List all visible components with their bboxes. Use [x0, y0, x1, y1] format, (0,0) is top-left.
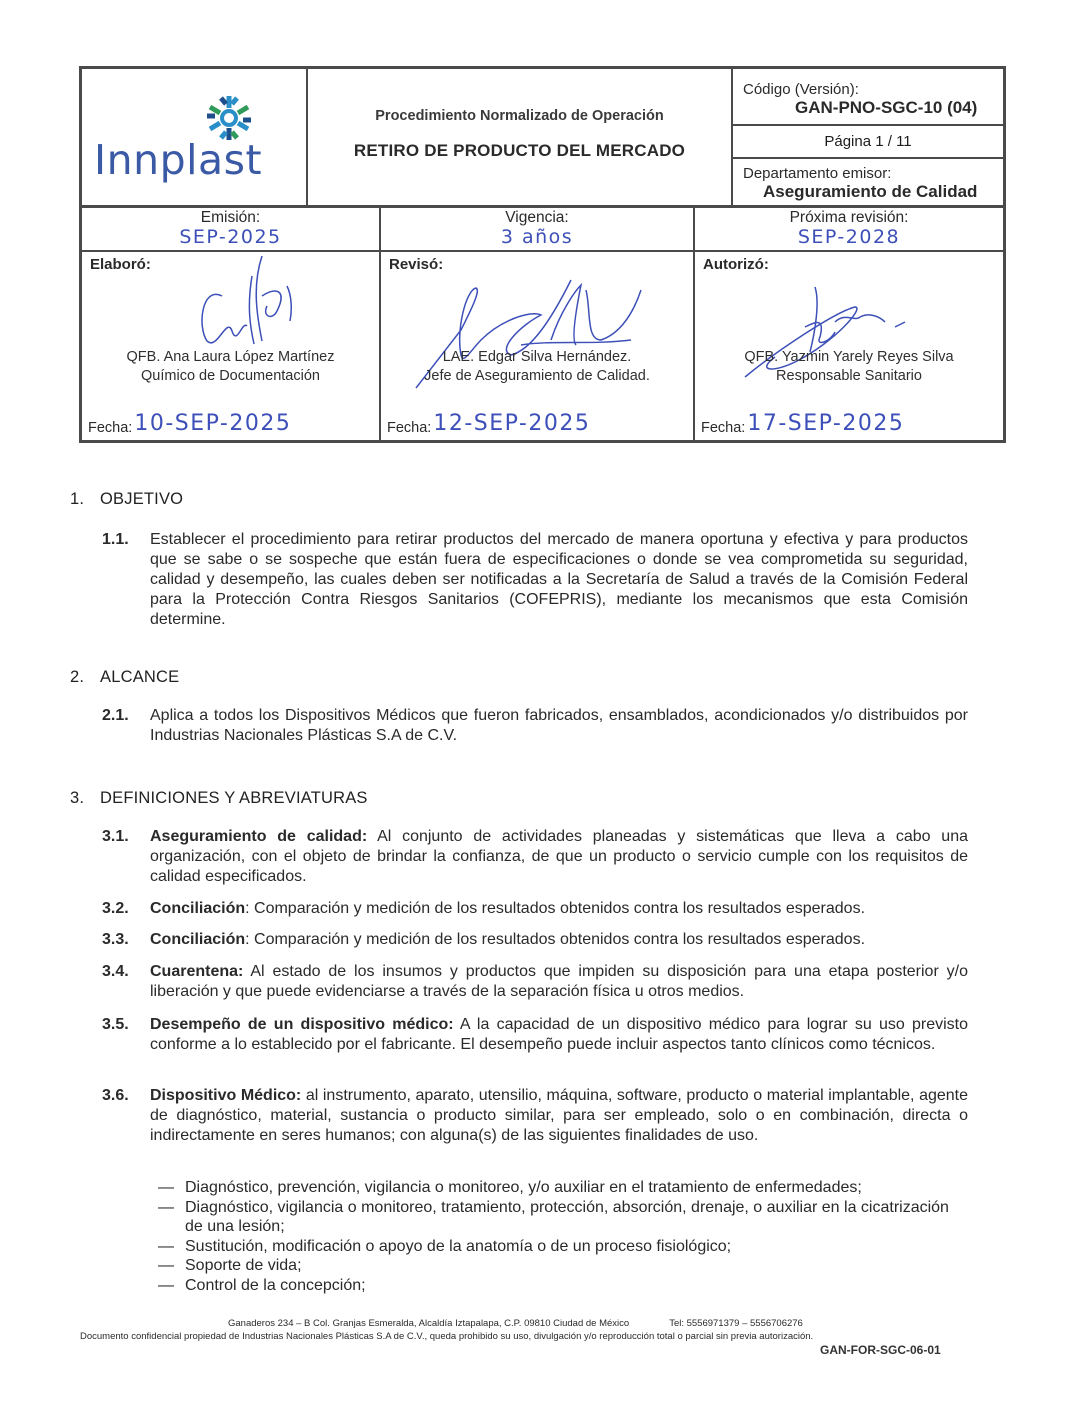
reviso-label: Revisó: — [389, 256, 444, 273]
autorizo-date-label: Fecha: — [701, 420, 746, 436]
company-logo-text: Innplast — [94, 136, 263, 184]
footer-contact — [228, 1318, 803, 1329]
dash-bullet-icon: — — [158, 1257, 174, 1274]
emision-cell — [82, 206, 381, 250]
list-item-text: Soporte de vida; — [185, 1257, 302, 1274]
dash-bullet-icon: — — [158, 1237, 174, 1255]
list-item — [158, 1256, 958, 1276]
list-item — [158, 1237, 958, 1257]
definition-term: Dispositivo Médico: — [150, 1087, 302, 1104]
clause-number: 2.1. — [102, 707, 129, 724]
code-label: Código (Versión): — [743, 81, 859, 98]
clause-3-2 — [102, 899, 968, 919]
clause-number: 3.2. — [102, 900, 129, 917]
section-number: 2. — [70, 668, 85, 686]
elaboro-signature-icon — [192, 256, 312, 351]
autorizo-name: QFB. Yazmin Yarely Reyes Silva — [744, 349, 954, 365]
clause-body — [150, 827, 968, 887]
code-value: GAN-PNO-SGC-10 (04) — [795, 98, 978, 117]
list-item-text: Diagnóstico, vigilancia o monitoreo, tratamiento, protección, absorción, drenaje, o auxiliar en la cicatrización de una lesión; — [185, 1198, 949, 1235]
reviso-name: LAE. Edgar Silva Hernández. — [442, 349, 632, 365]
clause-body — [150, 1086, 968, 1146]
vigencia-label: Vigencia: — [505, 209, 569, 226]
definition-text: Al estado de los insumos y productos que impiden su disposición para una etapa posterior y/o liberación y que puede evidenciarse a través de la separación física u otros medios. — [150, 963, 968, 1000]
dash-bullet-icon: — — [158, 1179, 174, 1196]
clause-2-1 — [102, 706, 968, 746]
document-meta-cell — [733, 69, 1003, 205]
clause-3-3 — [102, 930, 968, 950]
device-purposes-list — [158, 1178, 958, 1295]
signatures-row — [82, 252, 1003, 440]
elaboro-date-label: Fecha: — [88, 420, 133, 436]
autorizo-date-value: 17-SEP-2025 — [747, 410, 905, 436]
definition-term: Conciliación — [150, 900, 246, 917]
autorizo-role: Responsable Sanitario — [776, 368, 922, 384]
dash-bullet-icon: — — [158, 1276, 174, 1294]
proxima-revision-label: Próxima revisión: — [789, 209, 909, 226]
vigencia-cell — [381, 206, 695, 250]
definition-term: Conciliación — [150, 931, 246, 948]
definition-text: : Comparación y medición de los resultados obtenidos contra los resultados esperados. — [245, 931, 866, 948]
section-title: OBJETIVO — [100, 490, 184, 508]
clause-body — [150, 899, 968, 919]
elaboro-name: QFB. Ana Laura López Martínez — [126, 349, 335, 365]
footer-confidential-notice: Documento confidencial propiedad de Industrias Nacionales Plásticas S.A de C.V., queda prohibido su uso, divulgación y/o reproducción total o parcial sin previa autorización. — [80, 1331, 814, 1342]
dates-row — [82, 206, 1003, 252]
code-row — [733, 69, 1003, 126]
elaboro-date — [88, 412, 291, 436]
definition-text: Al conjunto de actividades planeadas y sistemáticas que lleva a cabo una organización, con el objeto de brindar la confianza, de que un producto o servicio cumple con los requisitos de calidad especificados. — [150, 828, 968, 885]
definition-text: : Comparación y medición de los resultados obtenidos contra los resultados esperados. — [245, 900, 866, 917]
clause-text: Establecer el procedimiento para retirar productos del mercado de manera oportuna y efectiva y para productos que se sabe o se sospeche que están fuera de especificaciones o donde se vea comprometida su seguridad, calidad y desempeño, las cuales deben ser notificadas a la Secretaría de Salud a través de la Comisión Federal para la Protección Contra Riesgos Sanitarios (COFEPRIS), mediante los mecanismos que esta Comisión determine. — [150, 531, 968, 628]
clause-1-1 — [102, 530, 968, 630]
definition-text: A la capacidad de un dispositivo médico para lograr su uso previsto conforme a lo establecido por el fabricante. El desempeño puede incluir aspectos tanto clínicos como técnicos. — [150, 1016, 968, 1053]
clause-text: Aplica a todos los Dispositivos Médicos que fueron fabricados, ensamblados, acondicionados y/o distribuidos por Industrias Nacionales Plásticas S.A de C.V. — [150, 707, 968, 744]
clause-number: 3.3. — [102, 931, 129, 948]
list-item — [158, 1178, 958, 1198]
elaboro-date-value: 10-SEP-2025 — [134, 410, 292, 436]
section-title: DEFINICIONES Y ABREVIATURAS — [100, 789, 368, 807]
reviso-person — [381, 348, 693, 386]
definition-term: Cuarentena: — [150, 963, 244, 980]
footer-phone: Tel: 5556971379 – 5556706276 — [669, 1318, 803, 1329]
clause-3-4 — [102, 962, 968, 1002]
autorizo-date — [701, 412, 904, 436]
proxima-revision-value: SEP-2028 — [797, 226, 901, 248]
document-header — [79, 66, 1006, 208]
elaboro-label: Elaboró: — [90, 256, 151, 273]
procedure-title-cell — [308, 69, 733, 205]
list-item-text: Sustitución, modificación o apoyo de la anatomía o de un proceso fisiológico; — [185, 1237, 732, 1255]
footer-address: Ganaderos 234 – B Col. Granjas Esmeralda, Alcaldía Iztapalapa, C.P. 09810 Ciudad de México — [228, 1318, 630, 1329]
emision-label: Emisión: — [200, 209, 261, 226]
procedure-type: Procedimiento Normalizado de Operación — [375, 107, 664, 124]
approval-table — [79, 206, 1006, 443]
department-value: Aseguramiento de Calidad — [763, 182, 978, 201]
clause-number: 3.4. — [102, 963, 129, 980]
page-indicator: Página 1 / 11 — [733, 126, 1003, 159]
reviso-date-value: 12-SEP-2025 — [433, 410, 591, 436]
elaboro-person — [82, 348, 379, 386]
procedure-title: RETIRO DE PRODUCTO DEL MERCADO — [353, 140, 686, 160]
section-number: 3. — [70, 789, 85, 807]
list-item — [158, 1198, 958, 1237]
innplast-snowflake-logo-icon — [205, 94, 253, 142]
section-number: 1. — [70, 490, 85, 508]
elaboro-cell — [82, 252, 381, 440]
section-heading-alcance — [70, 668, 179, 687]
reviso-cell — [381, 252, 695, 440]
section-heading-definiciones — [70, 789, 368, 808]
definition-term: Desempeño de un dispositivo médico: — [150, 1016, 454, 1033]
section-heading-objetivo — [70, 490, 183, 509]
elaboro-role: Químico de Documentación — [141, 368, 320, 384]
emision-value: SEP-2025 — [179, 226, 282, 248]
footer-form-code: GAN-FOR-SGC-06-01 — [820, 1343, 941, 1357]
department-label: Departamento emisor: — [743, 165, 892, 182]
section-title: ALCANCE — [100, 668, 180, 686]
vigencia-value: 3 años — [500, 226, 574, 248]
definition-text: al instrumento, aparato, utensilio, máquina, software, producto o material implantable, agente de diagnóstico, material, sustancia o producto similar, para ser empleado, solo o en combinación, directa o indirectamente en seres humanos; con alguna(s) de las siguientes finalidades de uso. — [150, 1087, 969, 1144]
clause-number: 1.1. — [102, 531, 129, 548]
autorizo-person — [695, 348, 1003, 386]
clause-number: 3.1. — [102, 828, 129, 845]
clause-3-5 — [102, 1015, 968, 1055]
list-item — [158, 1276, 958, 1296]
reviso-role: Jefe de Aseguramiento de Calidad. — [424, 368, 650, 384]
clause-3-6 — [102, 1086, 968, 1146]
reviso-date-label: Fecha: — [387, 420, 432, 436]
definition-term: Aseguramiento de calidad: — [150, 828, 368, 845]
list-item-text: Control de la concepción; — [185, 1276, 366, 1294]
autorizo-cell — [695, 252, 1003, 440]
autorizo-label: Autorizó: — [703, 256, 769, 273]
department-row — [733, 159, 1003, 205]
list-item-text: Diagnóstico, prevención, vigilancia o monitoreo, y/o auxiliar en el tratamiento de enfermedades; — [185, 1179, 862, 1196]
clause-3-1 — [102, 827, 968, 887]
dash-bullet-icon: — — [158, 1198, 174, 1216]
proxima-revision-cell — [695, 206, 1003, 250]
reviso-date — [387, 412, 590, 436]
clause-number: 3.5. — [102, 1016, 129, 1033]
logo-cell — [82, 69, 308, 205]
clause-body — [150, 1015, 968, 1055]
clause-body — [150, 962, 968, 1002]
clause-body — [150, 930, 968, 950]
clause-number: 3.6. — [102, 1087, 129, 1104]
